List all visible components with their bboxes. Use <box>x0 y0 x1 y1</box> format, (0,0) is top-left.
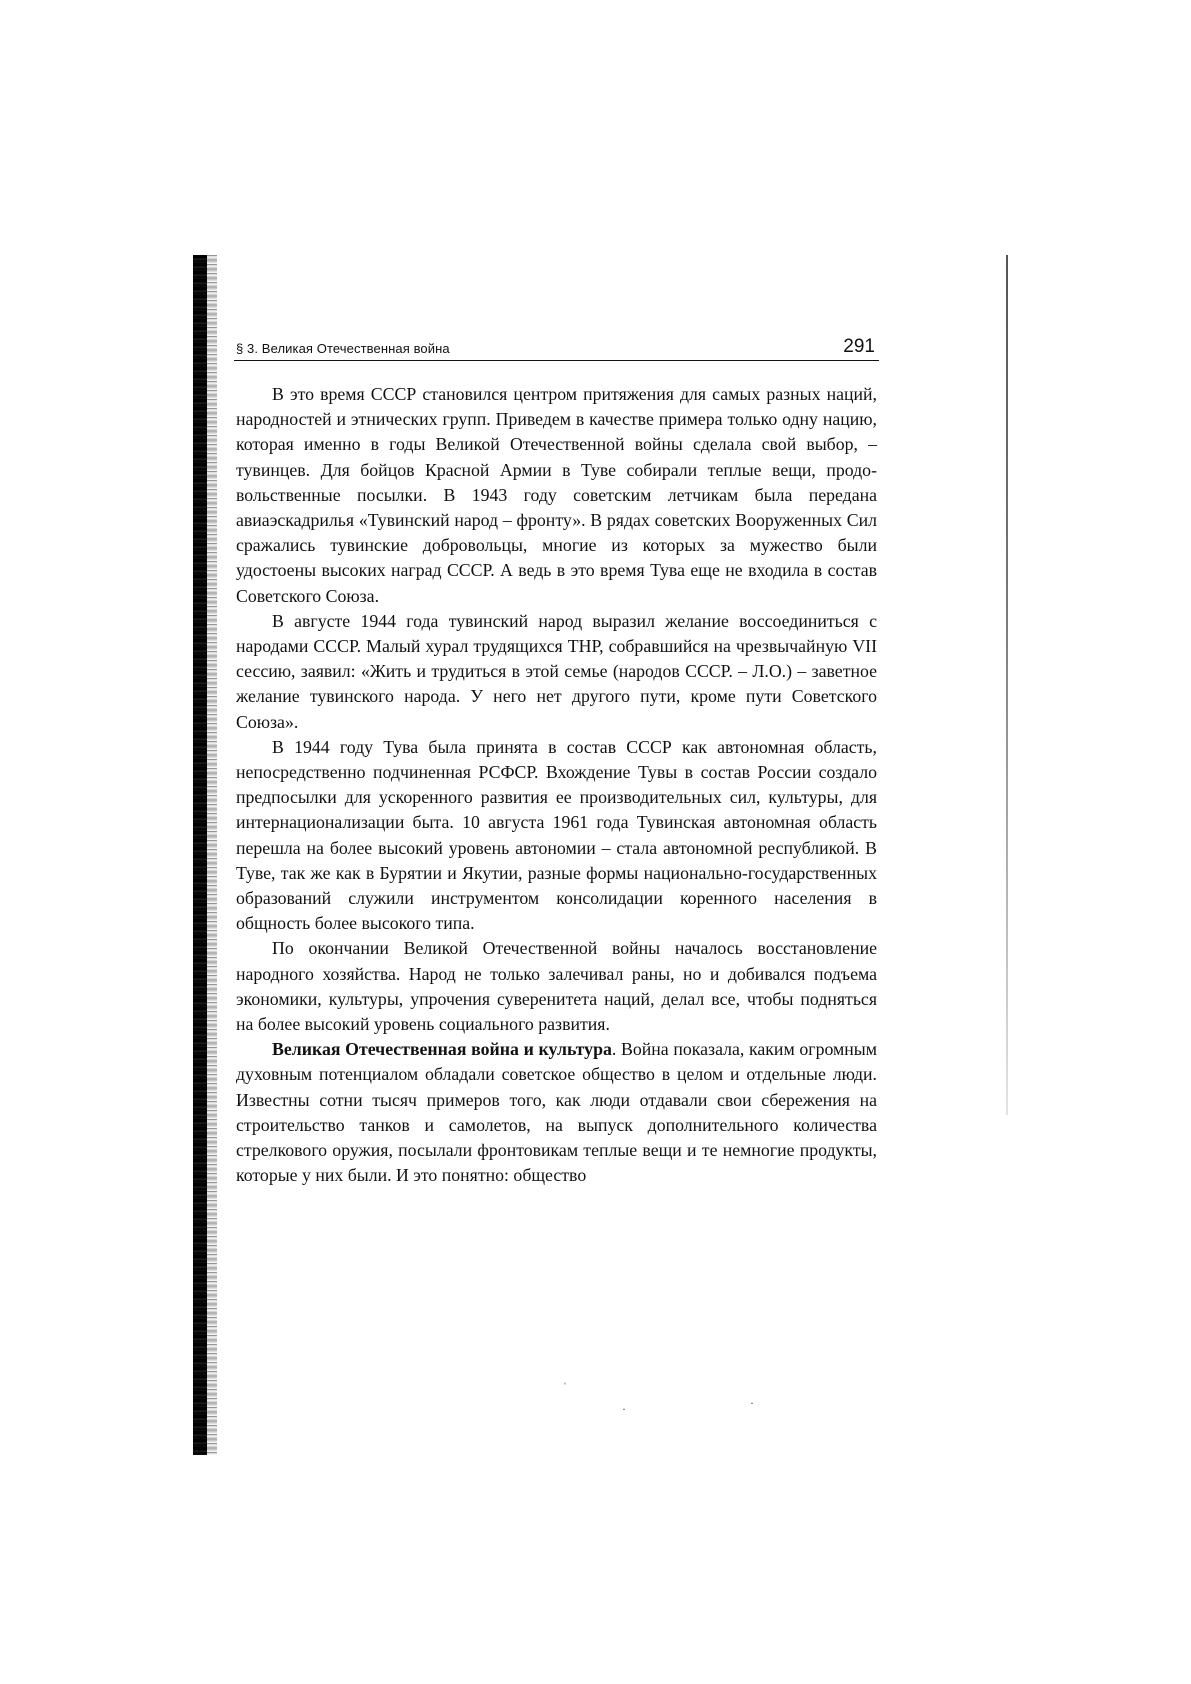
paragraph-2-text: В августе 1944 года тувинский народ выразил желание воссоединиться с народами СССР. Малый хурал трудящихся ТНР, собравшийся на чрезвычайную VII сессию, заявил: «Жить и трудиться в этой семье (народов СССР. – Л.О.) – заветное желание тувинского народа. У него нет другого пути, кроме пути Советского Союза». <box>236 610 877 732</box>
paragraph-1 <box>236 382 877 609</box>
scan-binding-edge <box>193 255 207 1455</box>
paragraph-1-text: В это время СССР становился центром притяжения для самых разных наций, народностей и этнических групп. Приведем в качестве примера только одну нацию, которая именно в годы Великой Отечественной войны сделала свой выбор, – тувинцев. Для бойцов Красной Армии в Туве собирали теплые вещи, продовольственные посылки. В 1943 году советским летчикам была передана авиаэскадрилья «Тувинский народ – фронту». В рядах советских Вооруженных Сил сражались тувинские добровольцы, многие из которых за мужество были удостоены высоких наград СССР. А ведь в это время Тува еще не входила в состав Советского Союза. <box>236 384 877 606</box>
scan-speck: · <box>750 1396 754 1410</box>
section-heading-inline: Великая Отечественная война и культура <box>272 1039 612 1060</box>
body-text <box>236 382 877 1189</box>
scan-right-edge <box>1006 255 1008 1115</box>
paragraph-2 <box>236 609 877 735</box>
scan-speck: · <box>622 1402 626 1416</box>
paragraph-5 <box>236 1037 877 1188</box>
paragraph-4-text: По окончании Великой Отечественной войны началось восстановление народного хозяйства. Народ не только залечивал раны, но и добивался подъема экономики, культуры, упрочения суверенитета наций, делал все, чтобы подняться на более высокий уровень социального развития. <box>236 938 877 1035</box>
running-header <box>234 332 879 361</box>
paragraph-4 <box>236 936 877 1037</box>
scan-binding-speckle <box>207 255 217 1455</box>
scan-speck: ˈ <box>563 1380 567 1394</box>
page-number: 291 <box>843 336 875 357</box>
paragraph-3 <box>236 735 877 937</box>
paragraph-3-text: В 1944 году Тува была принята в состав СССР как автономная область, непосредственно подчиненная РСФСР. Вхождение Тувы в состав России создало предпосылки для ускоренного развития ее производительных сил, культуры, для интернационализации быта. 10 августа 1961 года Тувинская автономная область перешла на более высокий уровень автономии – стала автономной республикой. В Туве, так же как в Бурятии и Якутии, разные формы национально-государственных образований служили инструментом консолидации коренного населения в общность более высокого типа. <box>236 736 877 934</box>
paragraph-5-text: . Война показала, каким огромным духовным потенциалом обладали советское общество в целом и отдельные люди. Известны сотни тысяч примеров того, как люди отдавали свои сбережения на строительство танков и самолетов, на выпуск дополнительного количества стрелкового оружия, посылали фронтовикам теплые вещи и те немногие продукты, которые у них были. И это понятно: общество <box>236 1039 877 1186</box>
section-title: § 3. Великая Отечественная война <box>236 341 450 356</box>
